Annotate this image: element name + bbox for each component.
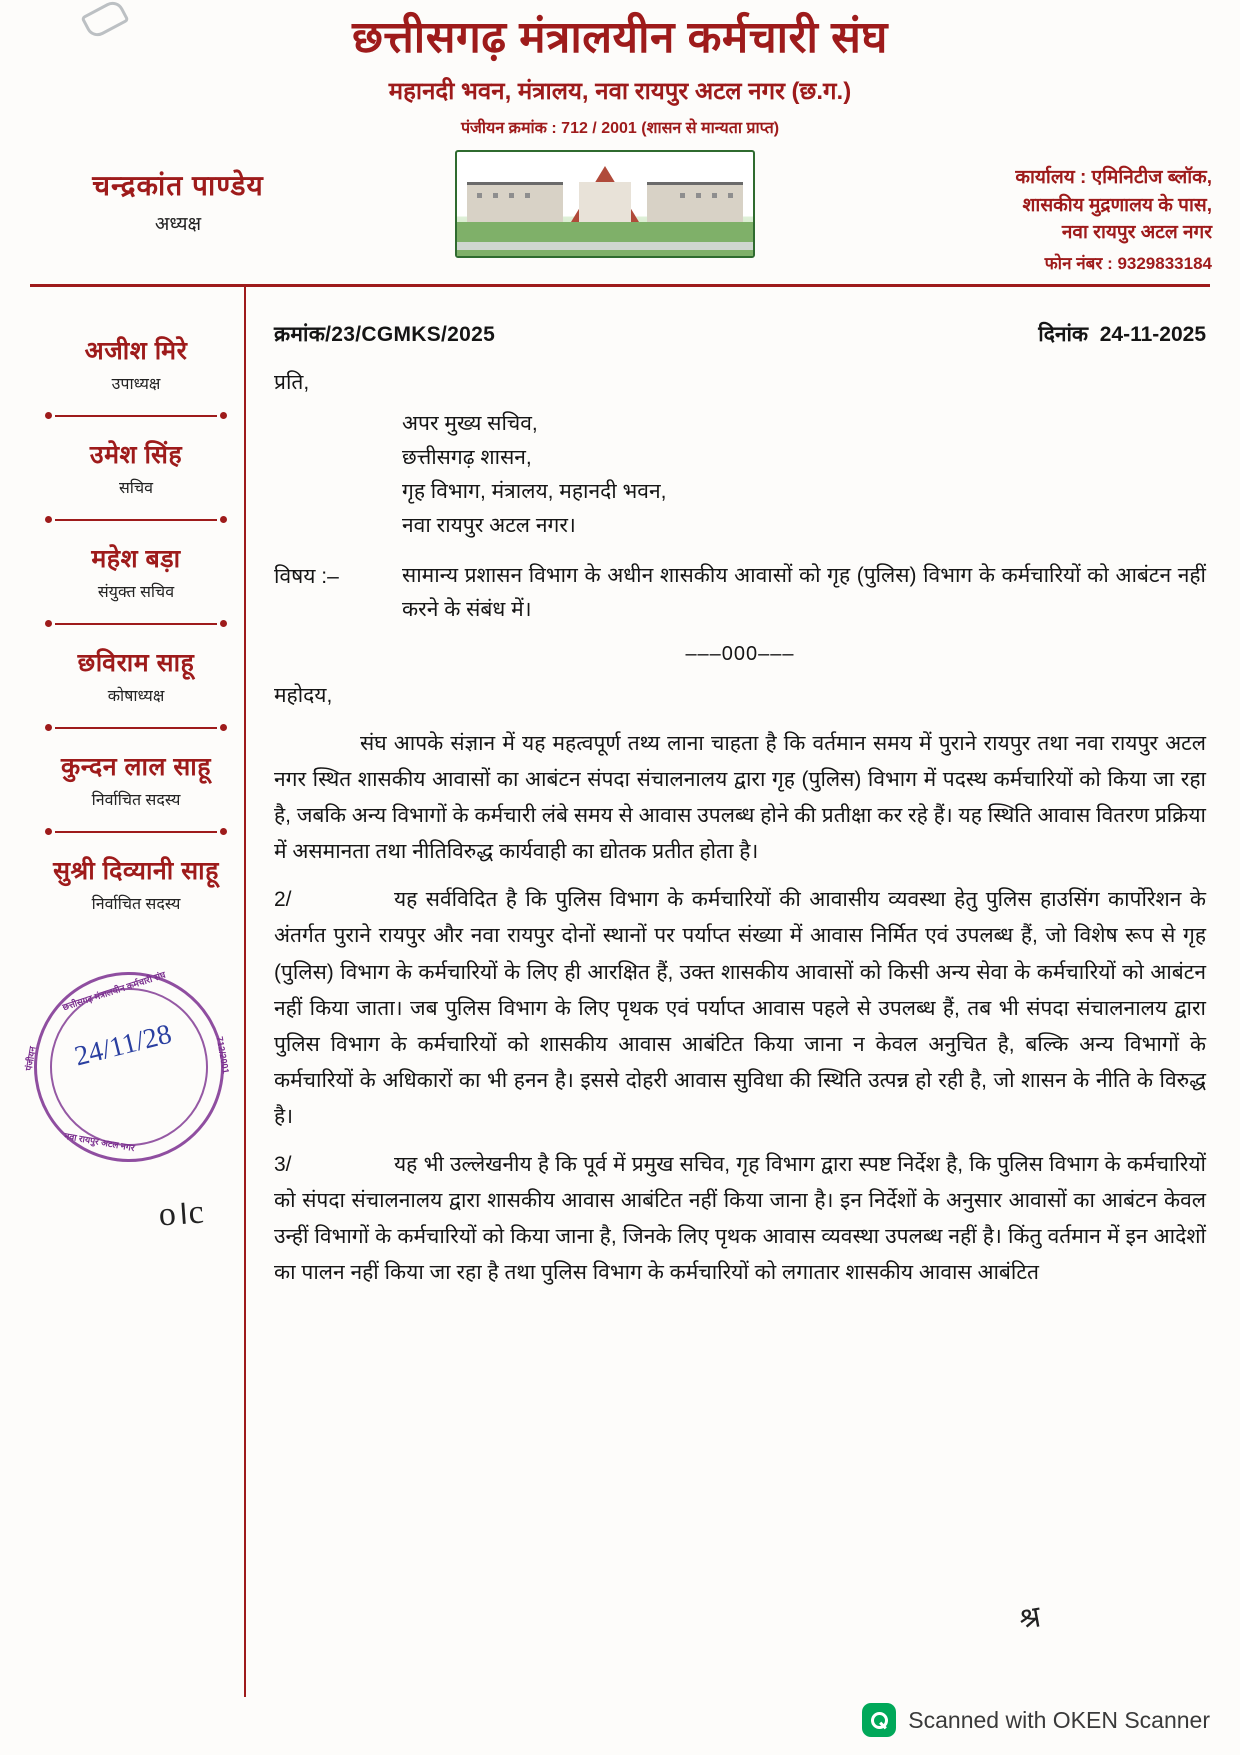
office-bearer-role: संयुक्त सचिव <box>97 584 175 602</box>
letterhead-details-row <box>0 138 1240 274</box>
oken-scanner-icon <box>862 1703 896 1737</box>
sidebar-divider <box>42 412 230 419</box>
letter-content <box>246 287 1212 1697</box>
addressee-block <box>402 407 1206 543</box>
seal-top-text: छत्तीसगढ़ मंत्रालयीन कर्मचारी संघ <box>61 969 167 1013</box>
subject-text: सामान्य प्रशासन विभाग के अधीन शासकीय आवासों को गृह (पुलिस) विभाग के कर्मचारियों को आबंटन नहीं करने के संबंध में। <box>402 564 1206 622</box>
office-bearer-item <box>28 333 244 394</box>
official-seal-stamp <box>23 969 232 1162</box>
sidebar-divider <box>42 620 230 627</box>
president-name: चन्द्रकांत पाण्डेय <box>92 170 264 202</box>
seal-text-group <box>23 969 232 1162</box>
paragraph-1-text: संघ आपके संज्ञान में यह महत्वपूर्ण तथ्य लाना चाहता है कि वर्तमान समय में पुराने रायपुर तथा नवा रायपुर अटल नगर स्थित शासकीय आवासों का आबंटन संपदा संचालनालय द्वारा गृह (पुलिस) विभाग में पदस्थ कर्मचारियों को किया जा रहा है, जबकि अन्य विभागों के कर्मचारी लंबे समय से आवास उपलब्ध होने की प्रतीक्षा कर रहे हैं। यह स्थिति आवास वितरण प्रक्रिया में असमानता तथा नीतिविरुद्ध कार्यवाही का द्योतक प्रतीत होता है। <box>274 731 1206 864</box>
paragraph-2-number: 2/ <box>274 888 292 912</box>
handwritten-date: 24/11/28 <box>71 1018 175 1073</box>
office-bearer-name: महेश बड़ा <box>91 545 181 574</box>
letter-paragraph-1 <box>274 726 1206 870</box>
office-bearer-name: कुन्दन लाल साहू <box>61 753 211 782</box>
seal-left-text: पंजीयन <box>23 1045 38 1072</box>
office-bearer-role: सचिव <box>118 480 154 498</box>
office-bearers-sidebar <box>23 287 246 1697</box>
handwritten-annotation: o।c <box>157 1193 205 1234</box>
office-address-block <box>882 144 1212 274</box>
subject-block <box>274 559 1206 627</box>
office-bearer-role: कोषाध्यक्ष <box>107 688 165 706</box>
office-bearer-role: निर्वाचित सदस्य <box>91 792 181 810</box>
paragraph-2-text: यह सर्वविदित है कि पुलिस विभाग के कर्मचारियों की आवासीय व्यवस्था हेतु पुलिस हाउसिंग कार्पोरेशन के अंतर्गत पुराने रायपुर और नवा रायपुर दोनों स्थानों पर पर्याप्त संख्या में आवास निर्मित एवं उपलब्ध हैं, जो विशेष रूप से गृह (पुलिस) विभाग के कर्मचारियों के लिए ही आरक्षित हैं, उक्त शासकीय आवासों को किसी अन्य सेवा के कर्मचारियों को आबंटन नहीं किया जाता। जब पुलिस विभाग के लिए पृथक एवं पर्याप्त आवास पहले से उपलब्ध हैं, तब भी संपदा संचालनालय द्वारा पुलिस विभाग के कर्मचारियों को शासकीय आवास आबंटित किया जाना न केवल अनुचित है, बल्कि अन्य विभागों के कर्मचारियों के अधिकारों का भी हनन है। इससे दोहरी आवास सुविधा की स्थिति उत्पन्न हो रही है, जो शासन के नीति के विरुद्ध है। <box>274 888 1206 1128</box>
office-phone: फोन नंबर : 9329833184 <box>1044 254 1212 274</box>
office-bearer-name: छविराम साहू <box>77 649 195 678</box>
subject-label: विषय :– <box>274 565 339 589</box>
building-left-wing <box>467 182 563 222</box>
organization-title: छत्तीसगढ़ मंत्रालयीन कर्मचारी संघ <box>352 13 888 62</box>
addressee-line-1: अपर मुख्य सचिव, <box>402 412 538 436</box>
to-label: प्रति, <box>274 371 310 395</box>
building-image-block <box>440 144 770 258</box>
section-separator: –––000––– <box>685 643 795 666</box>
scanner-watermark-text: Scanned with OKEN Scanner <box>908 1706 1210 1733</box>
office-bearer-item <box>28 437 244 498</box>
salutation: महोदय, <box>274 683 333 707</box>
building-lawn <box>457 222 753 256</box>
sidebar-divider <box>42 828 230 835</box>
signature-mark: श्र <box>1016 1600 1044 1637</box>
addressee-line-2: छत्तीसगढ़ शासन, <box>402 446 532 470</box>
office-bearer-item <box>28 541 244 602</box>
letterhead-masthead <box>0 0 1240 138</box>
paragraph-3-text: यह भी उल्लेखनीय है कि पूर्व में प्रमुख सचिव, गृह विभाग द्वारा स्पष्ट निर्देश है, कि पुलिस विभाग के कर्मचारियों को संपदा संचालनालय द्वारा शासकीय आवास आबंटित नहीं किया जाना है। इन निर्देशों के अनुसार आवासों का आबंटन केवल उन्हीं विभागों के कर्मचारियों को किया जाना है, जिनके लिए पृथक आवास व्यवस्था उपलब्ध नहीं है। किंतु वर्तमान में इन आदेशों का पालन नहीं किया जा रहा है तथा पुलिस विभाग के कर्मचारियों को लगातार शासकीय आवास आबंटित <box>274 1153 1206 1285</box>
paragraph-3-number: 3/ <box>274 1153 292 1177</box>
office-bearer-name: अजीश मिरे <box>84 337 188 366</box>
office-bearer-role: उपाध्यक्ष <box>111 376 161 394</box>
reference-number: क्रमांक/23/CGMKS/2025 <box>274 323 496 347</box>
registration-number: पंजीयन क्रमांक : 712 / 2001 (शासन से मान्यता प्राप्त) <box>460 120 780 138</box>
building-dome-base <box>579 182 631 222</box>
date-label: दिनांक <box>1038 323 1089 347</box>
date-value: 24-11-2025 <box>1099 323 1206 347</box>
office-bearer-name: उमेश सिंह <box>89 441 183 470</box>
office-bearer-role: निर्वाचित सदस्य <box>91 896 181 914</box>
president-role: अध्यक्ष <box>154 214 202 236</box>
organization-address: महानदी भवन, मंत्रालय, नवा रायपुर अटल नगर (छ.ग.) <box>388 78 852 106</box>
letter-date <box>1038 317 1206 353</box>
office-bearer-name: सुश्री दिव्यानी साहू <box>53 857 219 886</box>
document-body <box>0 287 1240 1697</box>
letter-paragraph-2 <box>274 882 1206 1135</box>
sidebar-divider <box>42 516 230 523</box>
seal-right-text: 712/2001 <box>215 1035 232 1075</box>
office-bearer-item <box>28 645 244 706</box>
building-road <box>457 242 753 250</box>
scanner-watermark <box>862 1703 1210 1737</box>
president-block <box>28 144 328 236</box>
office-address-line-2: शासकीय मुद्रणालय के पास, <box>1022 194 1212 216</box>
building-right-wing <box>647 182 743 222</box>
mantralaya-building-icon <box>455 150 755 258</box>
addressee-line-4: नवा रायपुर अटल नगर। <box>402 514 576 538</box>
office-address-line-3: नवा रायपुर अटल नगर <box>1061 222 1212 244</box>
letter-paragraph-3 <box>274 1147 1206 1291</box>
seal-bottom-text: नवा रायपुर अटल नगर <box>63 1130 136 1154</box>
letter-header-row <box>274 317 1206 353</box>
addressee-line-3: गृह विभाग, मंत्रालय, महानदी भवन, <box>402 480 667 504</box>
office-bearer-item <box>28 853 244 914</box>
sidebar-divider <box>42 724 230 731</box>
office-address-line-1: कार्यालय : एमिनिटीज ब्लॉक, <box>1015 167 1212 189</box>
office-bearer-item <box>28 749 244 810</box>
